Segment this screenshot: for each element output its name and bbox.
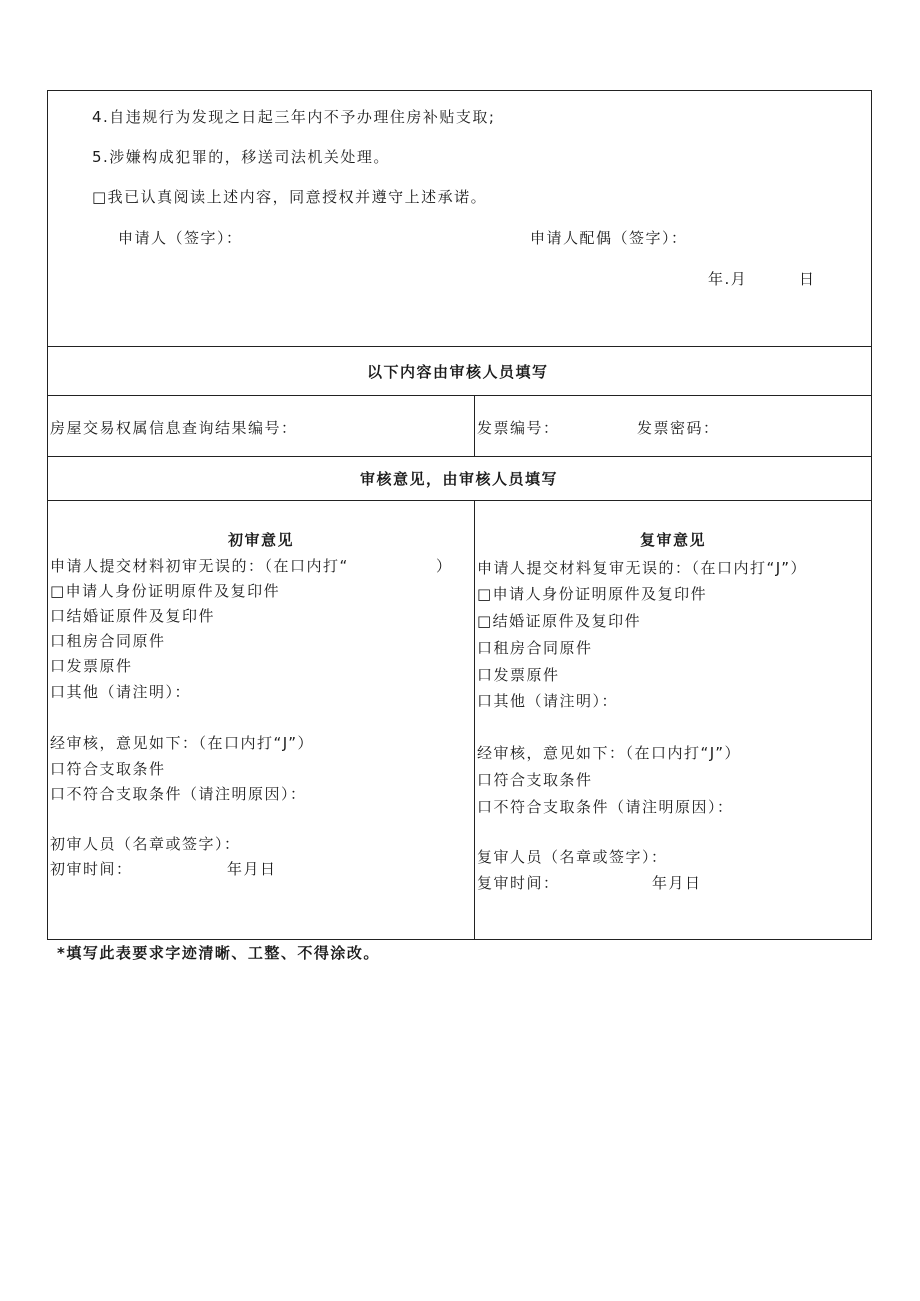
second-review-intro: 申请人提交材料复审无误的：（在口内打“J”）: [477, 559, 808, 577]
applicant-signature-label: 申请人（签字）：: [118, 229, 243, 247]
first-review-title: 初审意见: [228, 531, 295, 549]
first-review-time-label: 初审时间：: [50, 860, 133, 878]
first-review-opinion-item[interactable]: 口符合支取条件: [50, 760, 166, 778]
first-review-opinion-item[interactable]: 口不符合支取条件（请注明原因）：: [50, 785, 307, 803]
first-review-item[interactable]: 口结婚证原件及复印件: [50, 607, 216, 625]
column-divider: [474, 395, 475, 457]
date-year-month: 年.月: [708, 270, 748, 288]
first-review-item[interactable]: 口其他（请注明）：: [50, 683, 192, 701]
review-opinion-header: 审核意见，由审核人员填写: [360, 470, 559, 488]
second-review-opinion-intro: 经审核，意见如下：（在口内打“J”）: [477, 744, 742, 762]
first-review-item[interactable]: 口租房合同原件: [50, 632, 166, 650]
second-review-item[interactable]: 口租房合同原件: [477, 639, 593, 657]
commitment-item-5: 5.涉嫌构成犯罪的，移送司法机关处理。: [92, 148, 390, 166]
second-review-item[interactable]: □结婚证原件及复印件: [477, 612, 642, 630]
second-reviewer-signature-label: 复审人员（名章或签字）：: [477, 848, 668, 866]
invoice-code-label: 发票密码：: [637, 419, 720, 437]
table-border-left: [47, 90, 48, 940]
first-reviewer-signature-label: 初审人员（名章或签字）：: [50, 835, 241, 853]
row-divider: [47, 456, 872, 457]
first-review-time-value: 年月日: [227, 860, 277, 878]
agreement-checkbox-label[interactable]: □我已认真阅读上述内容，同意授权并遵守上述承诺。: [92, 188, 488, 206]
second-review-title: 复审意见: [640, 531, 707, 549]
reviewer-section-header: 以下内容由审核人员填写: [367, 363, 549, 381]
column-divider: [474, 500, 475, 940]
footnote: *填写此表要求字迹清晰、工整、不得涂改。: [57, 944, 380, 962]
invoice-number-label: 发票编号：: [477, 419, 560, 437]
second-review-opinion-item[interactable]: 口不符合支取条件（请注明原因）：: [477, 798, 734, 816]
commitment-item-4: 4.自违规行为发现之日起三年内不予办理住房补贴支取;: [92, 108, 496, 126]
second-review-item[interactable]: 口其他（请注明）：: [477, 692, 619, 710]
row-divider: [47, 346, 872, 347]
table-border-bottom: [47, 939, 872, 940]
first-review-opinion-intro: 经审核，意见如下：（在口内打“J”）: [50, 734, 315, 752]
spouse-signature-label: 申请人配偶（签字）：: [530, 229, 688, 247]
second-review-opinion-item[interactable]: 口符合支取条件: [477, 771, 593, 789]
row-divider: [47, 500, 872, 501]
second-review-item[interactable]: □申请人身份证明原件及复印件: [477, 585, 708, 603]
first-review-item[interactable]: □申请人身份证明原件及复印件: [50, 582, 281, 600]
date-day: 日: [799, 270, 816, 288]
table-border-right: [871, 90, 872, 940]
second-review-time-value: 年月日: [652, 874, 702, 892]
house-query-number-label: 房屋交易权属信息查询结果编号：: [50, 419, 298, 437]
table-border-top: [47, 90, 872, 91]
second-review-item[interactable]: 口发票原件: [477, 666, 560, 684]
first-review-item[interactable]: 口发票原件: [50, 657, 133, 675]
second-review-time-label: 复审时间：: [477, 874, 560, 892]
first-review-intro-close: ）: [436, 557, 453, 575]
row-divider: [47, 395, 872, 396]
first-review-intro: 申请人提交材料初审无误的：（在口内打“: [50, 557, 349, 575]
